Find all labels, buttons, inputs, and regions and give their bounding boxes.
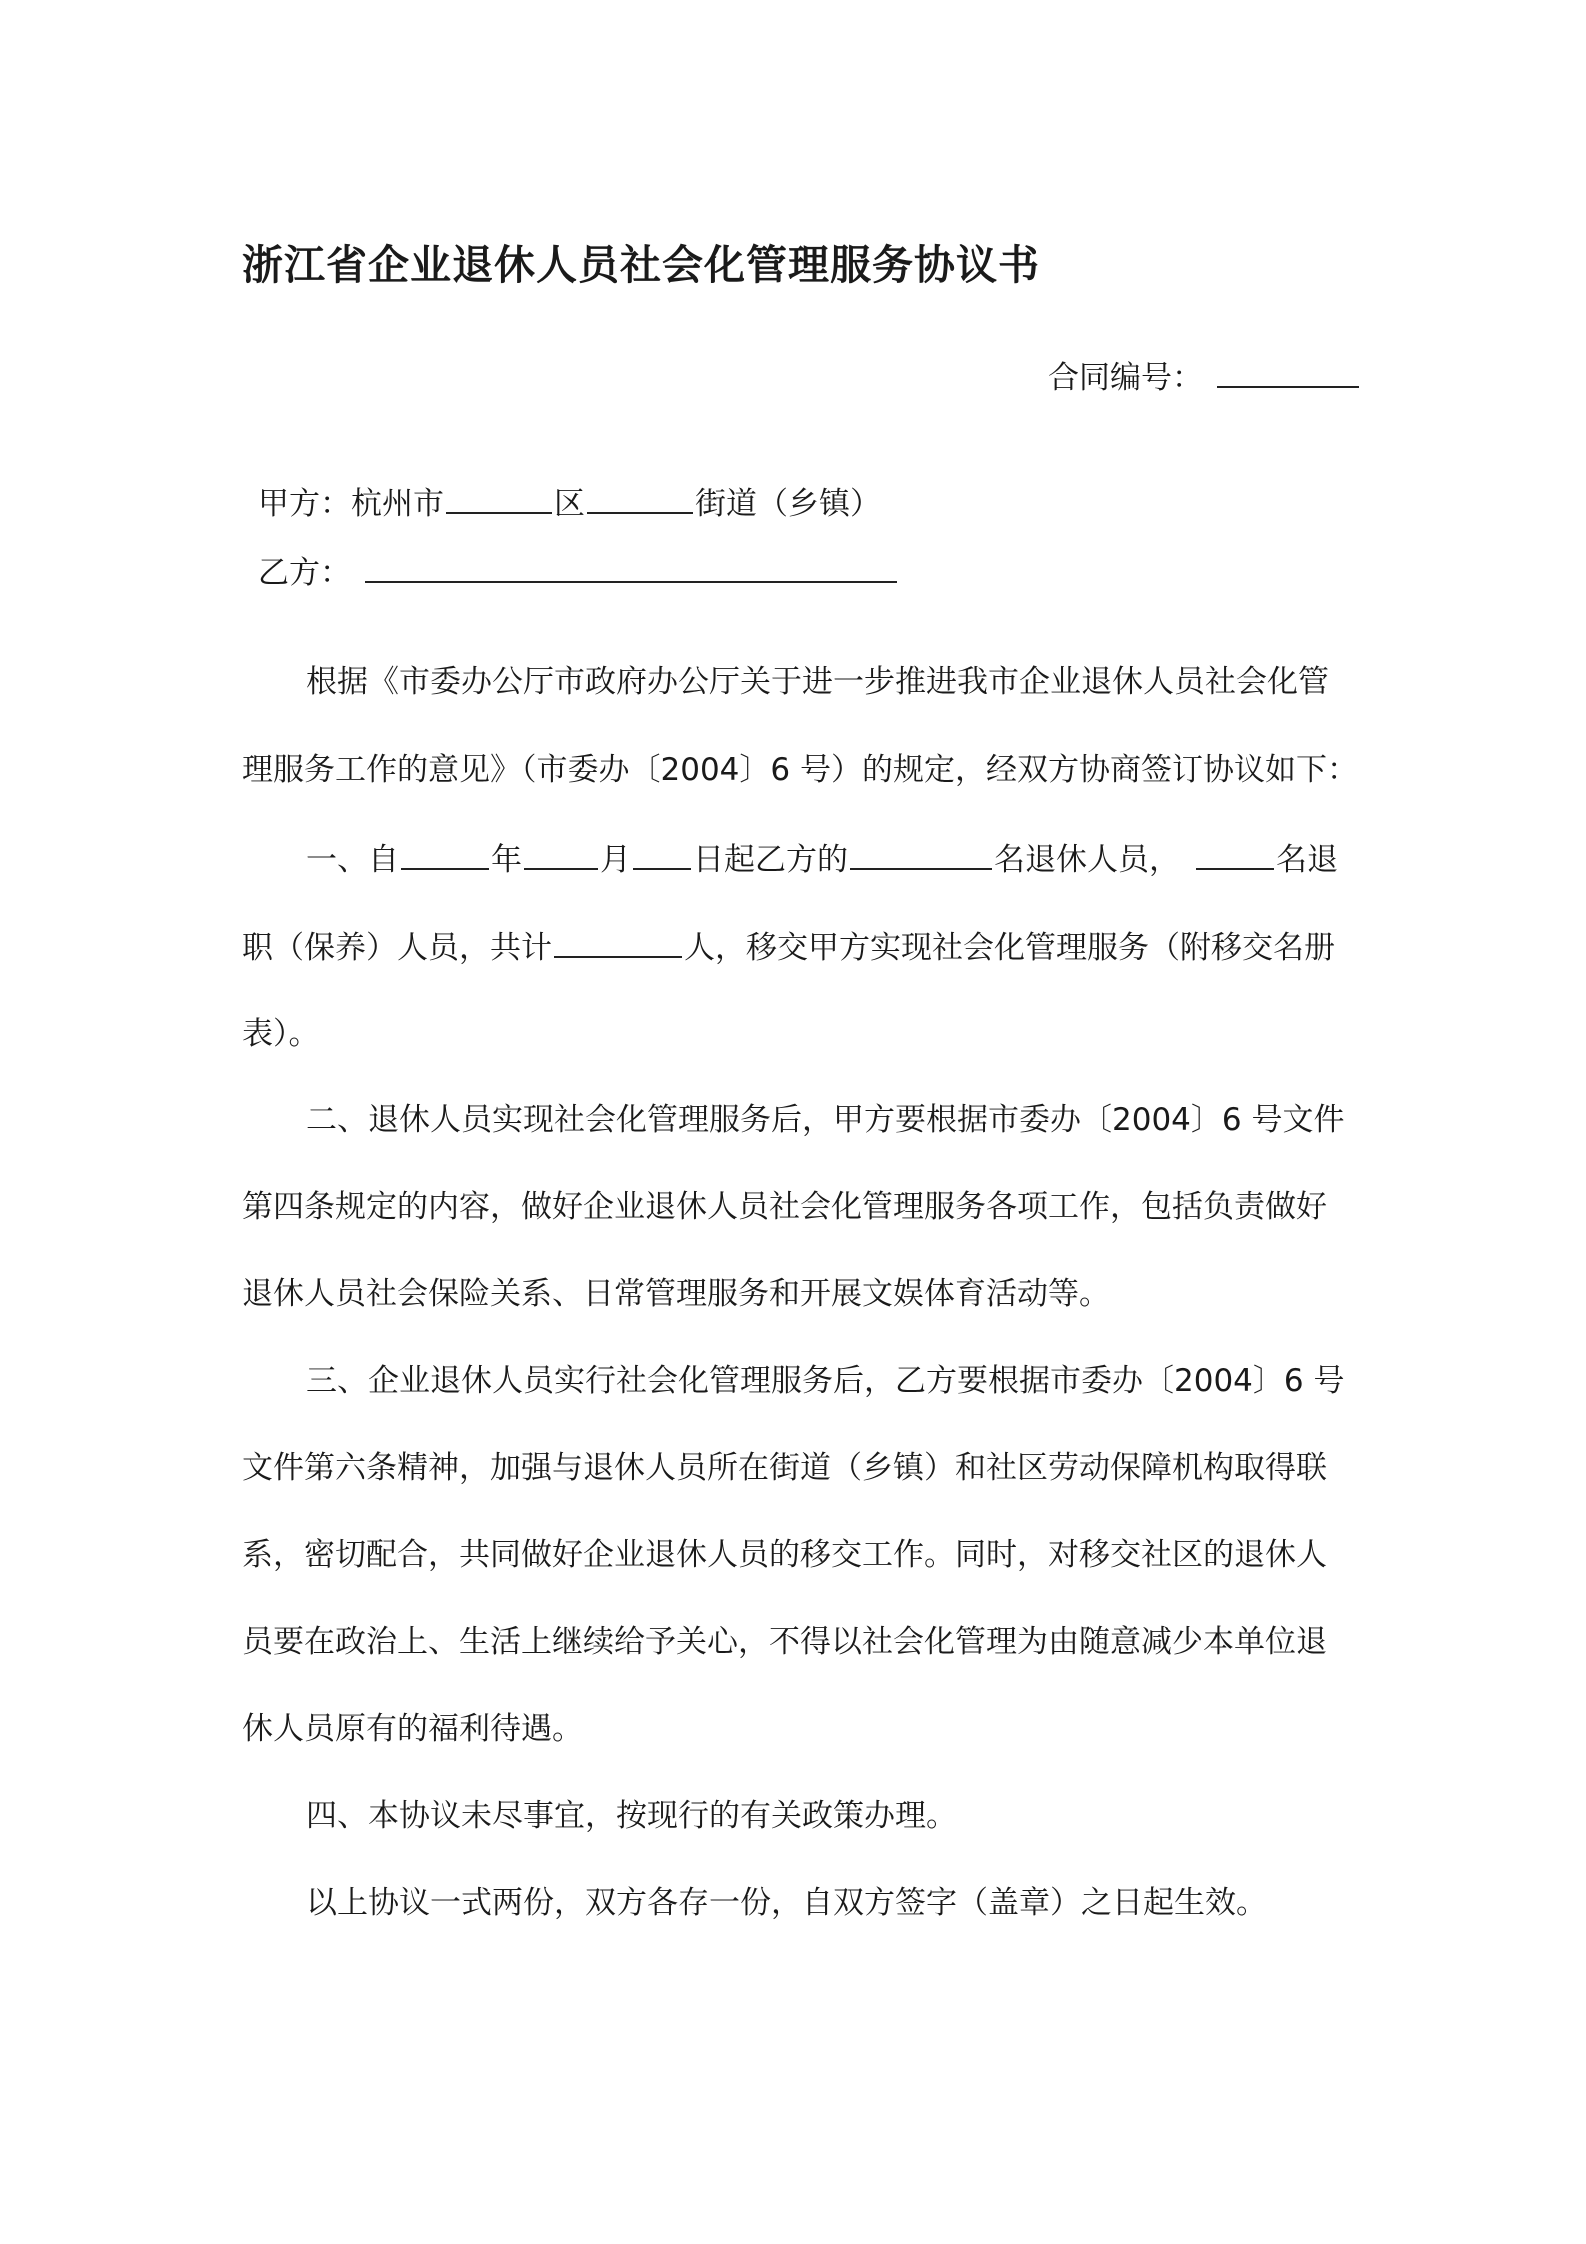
clause-1-text: 名退休人员，: [994, 842, 1180, 878]
party-b-label: 乙方：: [258, 555, 351, 591]
clause-3-line-2: 文件第六条精神，加强与退休人员所在街道（乡镇）和社区劳动保障机构取得联: [242, 1450, 1327, 1486]
clause-2-line-3: 退休人员社会保险关系、日常管理服务和开展文娱体育活动等。: [242, 1276, 1110, 1312]
clause-3-line-5: 休人员原有的福利待遇。: [242, 1711, 583, 1747]
contract-number-label: 合同编号：: [1048, 360, 1203, 396]
clause-3-line-3: 系，密切配合，共同做好企业退休人员的移交工作。同时，对移交社区的退休人: [242, 1537, 1327, 1573]
clause-3-line-4: 员要在政治上、生活上继续给予关心，不得以社会化管理为由随意减少本单位退: [242, 1624, 1327, 1660]
street-blank[interactable]: [587, 482, 693, 514]
party-a-city: 杭州市: [351, 486, 444, 522]
month-blank[interactable]: [524, 838, 598, 870]
clause-1-text: 名退: [1276, 842, 1338, 878]
party-a-line: [258, 482, 881, 524]
intro-line-2: 理服务工作的意见》（市委办〔2004〕6 号）的规定，经双方协商签订协议如下：: [242, 752, 1358, 788]
total-count-blank[interactable]: [554, 926, 682, 958]
year-blank[interactable]: [401, 838, 489, 870]
clause-4-line: 四、本协议未尽事宜，按现行的有关政策办理。: [306, 1798, 957, 1834]
clause-1-line-3: 表）。: [242, 1016, 320, 1052]
party-b-blank[interactable]: [365, 551, 897, 583]
clause-2-line-2: 第四条规定的内容，做好企业退休人员社会化管理服务各项工作，包括负责做好: [242, 1189, 1327, 1225]
closing-line: 以上协议一式两份，双方各存一份，自双方签字（盖章）之日起生效。: [306, 1885, 1267, 1921]
party-b-line: [258, 551, 899, 593]
clause-2-line-1: 二、退休人员实现社会化管理服务后，甲方要根据市委办〔2004〕6 号文件: [306, 1102, 1345, 1138]
contract-number-blank[interactable]: [1217, 356, 1359, 388]
party-a-district: 区: [554, 486, 585, 522]
party-a-label: 甲方：: [258, 486, 351, 522]
year-label: 年: [491, 842, 522, 878]
clause-1-line-2: [242, 926, 1335, 968]
clause-3-line-1: 三、企业退休人员实行社会化管理服务后，乙方要根据市委办〔2004〕6 号: [306, 1363, 1345, 1399]
document-title: 浙江省企业退休人员社会化管理服务协议书: [242, 241, 1040, 289]
retiree-count-blank[interactable]: [850, 838, 992, 870]
party-a-street: 街道（乡镇）: [695, 486, 881, 522]
clause-1-text: 日起乙方的: [693, 842, 848, 878]
intro-line-1: 根据《市委办公厅市政府办公厅关于进一步推进我市企业退休人员社会化管: [306, 664, 1329, 700]
clause-1-text: 一、自: [306, 842, 399, 878]
clause-1-text: 人，移交甲方实现社会化管理服务（附移交名册: [684, 930, 1335, 966]
contract-number-line: [1048, 356, 1361, 398]
clause-1-line-1: [306, 838, 1338, 880]
day-blank[interactable]: [633, 838, 691, 870]
resigned-count-blank[interactable]: [1196, 838, 1274, 870]
clause-1-text: 职（保养）人员，共计: [242, 930, 552, 966]
month-label: 月: [600, 842, 631, 878]
district-blank[interactable]: [446, 482, 552, 514]
